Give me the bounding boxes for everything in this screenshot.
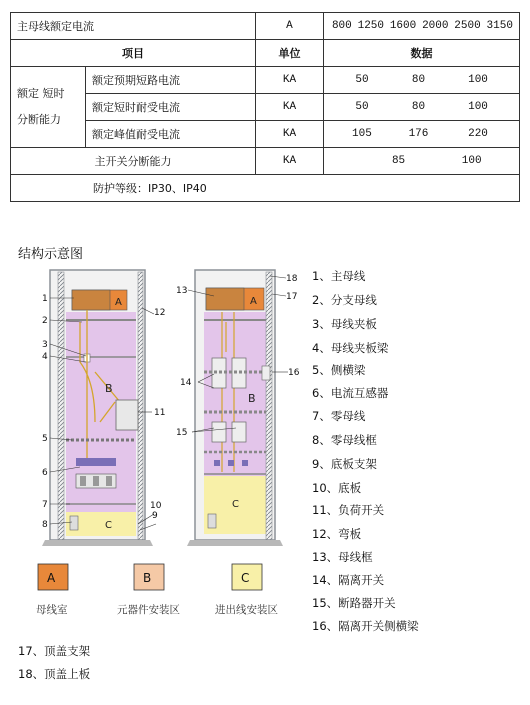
table-row	[11, 148, 520, 175]
legend-item: 2、分支母线	[312, 293, 377, 307]
protection-level: 防护等级：IP30、IP40	[11, 175, 520, 202]
row-value: 80	[400, 94, 437, 121]
callout-10: 10	[150, 501, 162, 511]
callout-9: 9	[152, 511, 158, 521]
header-data: 数据	[323, 40, 519, 67]
group-label	[11, 67, 86, 148]
legend-item: 3、母线夹板	[312, 317, 377, 331]
row-value: 100	[437, 67, 520, 94]
legend-item: 14、隔离开关	[312, 573, 385, 587]
row-value: 80	[400, 67, 437, 94]
main-bus-label: 主母线额定电流	[11, 13, 256, 40]
bus-value: 800	[331, 20, 352, 32]
table-header-row	[11, 40, 520, 67]
zone-letter: B	[143, 571, 152, 585]
main-switch-unit: KA	[255, 148, 323, 175]
group-label-line: 额定 短时	[17, 87, 65, 100]
main-switch-values	[323, 148, 519, 175]
bus-value: 1250	[357, 20, 384, 32]
cabinet-left	[42, 270, 153, 546]
callout-2: 2	[42, 316, 48, 326]
structure-diagram	[0, 262, 305, 632]
row-value: 176	[400, 121, 437, 148]
legend-item: 18、顶盖上板	[18, 667, 91, 681]
row-label: 额定峰值耐受电流	[86, 121, 256, 148]
header-unit: 单位	[255, 40, 323, 67]
zone-letter: C	[232, 499, 239, 510]
row-value: 50	[323, 94, 400, 121]
callout-5: 5	[42, 434, 48, 444]
bus-value: 1600	[389, 20, 417, 32]
legend-item: 16、隔离开关侧横梁	[312, 619, 419, 633]
legend-item: 1、主母线	[312, 269, 366, 283]
zone-letter: A	[115, 297, 122, 308]
legend-item: 4、母线夹板梁	[312, 341, 389, 355]
zone-key	[38, 564, 262, 590]
row-unit: KA	[255, 121, 323, 148]
main-bus-values	[323, 13, 519, 40]
row-unit: KA	[255, 67, 323, 94]
bus-value: 3150	[486, 20, 513, 32]
zone-letter: B	[105, 382, 113, 395]
callout-14: 14	[180, 378, 192, 388]
legend-item: 8、零母线框	[312, 433, 377, 447]
zone-letter: C	[241, 571, 250, 585]
legend-item: 9、底板支架	[312, 457, 377, 471]
legend-item: 15、断路器开关	[312, 596, 396, 610]
legend-item: 13、母线框	[312, 550, 373, 564]
table-row	[11, 175, 520, 202]
row-value: 85	[391, 155, 406, 167]
bus-value: 2500	[454, 20, 481, 32]
legend-item: 11、负荷开关	[312, 503, 385, 517]
group-label-line: 分断能力	[17, 113, 61, 126]
legend-item: 12、弯板	[312, 527, 362, 541]
callout-8: 8	[42, 520, 48, 530]
bus-value: 2000	[422, 20, 449, 32]
zone-letter: C	[105, 520, 112, 531]
callout-17: 17	[286, 292, 298, 302]
callout-15: 15	[176, 428, 188, 438]
section-title: 结构示意图	[18, 247, 84, 262]
callout-18: 18	[286, 274, 298, 284]
row-value: 100	[437, 94, 520, 121]
main-switch-label: 主开关分断能力	[11, 148, 256, 175]
table-row	[11, 13, 520, 40]
legend-item: 10、底板	[312, 481, 362, 495]
callout-1: 1	[42, 294, 48, 304]
callout-3: 3	[42, 340, 48, 350]
row-label: 额定短时耐受电流	[86, 94, 256, 121]
table-row	[11, 94, 520, 121]
table-row	[11, 67, 520, 94]
row-label: 额定预期短路电流	[86, 67, 256, 94]
cabinet-right	[187, 270, 283, 546]
row-unit: KA	[255, 94, 323, 121]
row-value: 220	[437, 121, 520, 148]
callout-16: 16	[288, 368, 300, 378]
legend-item: 5、侧横梁	[312, 363, 366, 377]
table-row	[11, 121, 520, 148]
callout-12: 12	[154, 308, 166, 318]
callout-11: 11	[154, 408, 166, 418]
callout-4: 4	[42, 352, 48, 362]
row-value: 100	[461, 155, 482, 167]
main-bus-unit: A	[255, 13, 323, 40]
zone-a-caption: 母线室	[36, 604, 68, 616]
zone-letter: A	[47, 571, 56, 585]
legend-item: 17、顶盖支架	[18, 644, 91, 658]
spec-table	[10, 12, 520, 202]
legend-item: 6、电流互感器	[312, 386, 389, 400]
zone-letter: A	[250, 296, 257, 307]
callout-13: 13	[176, 286, 188, 296]
row-value: 50	[323, 67, 400, 94]
header-item: 项目	[11, 40, 256, 67]
callout-7: 7	[42, 500, 48, 510]
zone-b-caption: 元器件安装区	[117, 604, 180, 616]
zone-c-caption: 进出线安装区	[215, 604, 278, 616]
row-value: 105	[323, 121, 400, 148]
legend-item: 7、零母线	[312, 409, 366, 423]
callout-6: 6	[42, 468, 48, 478]
zone-letter: B	[248, 392, 256, 405]
